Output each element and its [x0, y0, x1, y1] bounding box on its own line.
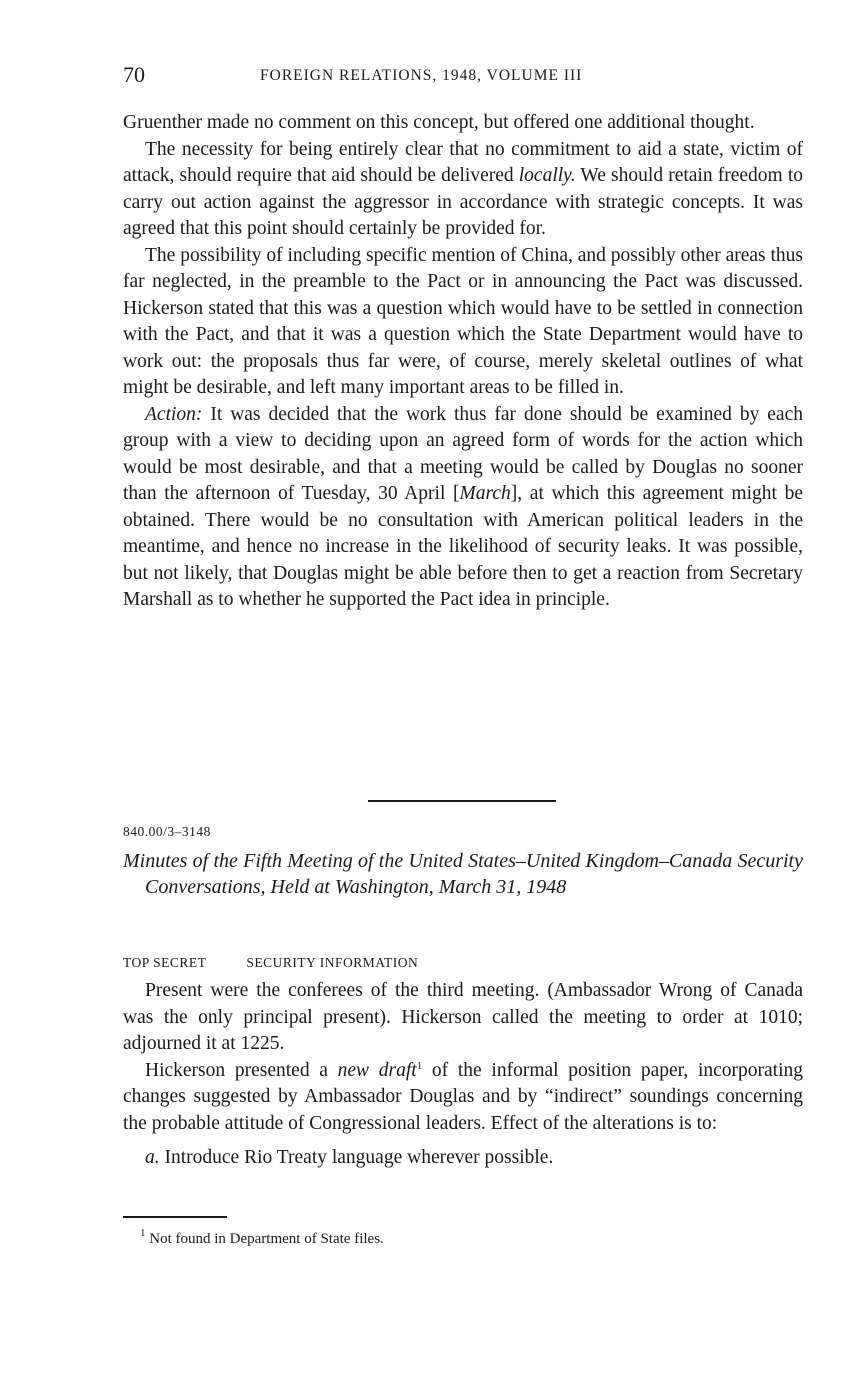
minutes-body: [123, 978, 803, 1172]
classification-top-secret: TOP SECRET: [123, 955, 207, 970]
section-divider: [368, 800, 556, 802]
running-head: FOREIGN RELATIONS, 1948, VOLUME III: [260, 67, 583, 84]
emphasis-text: new draft: [337, 1059, 417, 1081]
action-label: Action:: [145, 403, 203, 425]
paragraph-action: [123, 402, 803, 614]
file-number: 840.00/3–3148: [123, 824, 211, 839]
document-title: Minutes of the Fifth Meeting of the United States–United Kingdom–Canada Security Conversations, Held at Washington, March 31, 1948: [123, 850, 803, 898]
emphasis-text: March: [459, 483, 511, 504]
paragraph-text: It was decided that the work thus far done should be examined by each group with a view to deciding upon an agreed form of words for the action which would be most desirable, and that a meeting would be called by Douglas no sooner than the afternoon of Tuesday, 30 April [: [123, 403, 803, 504]
paragraph-text: Hickerson presented a: [145, 1059, 338, 1081]
footnote-marker: 1: [140, 1227, 146, 1239]
page-number: 70: [123, 62, 145, 87]
classification-security-info: SECURITY INFORMATION: [246, 955, 419, 970]
page-header: [123, 62, 803, 92]
footnote: [140, 1227, 384, 1248]
paragraph-text: We should retain freedom to carry out action against the aggressor in accordance with strategic concepts. It was agreed that this point should certainly be provided for.: [123, 165, 803, 239]
footnote-text: Not found in Department of State files.: [149, 1231, 384, 1247]
list-item-text: Introduce Rio Treaty language wherever possible.: [159, 1147, 554, 1168]
paragraph-present: Present were the conferees of the third meeting. (Ambassador Wrong of Canada was the only principal present). Hickerson called the meeting to order at 1010; adjourned it at 1225.: [123, 980, 803, 1054]
emphasis-text: locally.: [518, 165, 576, 186]
classification-line: [123, 955, 418, 971]
paragraph-text: The necessity for being entirely clear that no commitment to aid a state, victim of attack, should require that aid should be delivered: [123, 138, 803, 186]
footnote-divider: [123, 1216, 227, 1218]
paragraph-new-draft: [123, 1058, 803, 1138]
paragraph-text: of the informal position paper, incorporating changes suggested by Ambassador Douglas and by “indirect” soundings concerning the probable attitude of Congressional leaders. Effect of the alterations is to:: [123, 1059, 803, 1134]
paragraph-text: ], at which this agreement might be obtained. There would be no consultation with American political leaders in the meantime, and hence no increase in the likelihood of security leaks. It was possible, but not likely, that Douglas might be able before then to get a reaction from Secretary Marshall as to whether he supported the Pact idea in principle.: [123, 483, 803, 610]
list-marker: a.: [145, 1147, 160, 1168]
paragraph-aid-delivery: [123, 137, 803, 243]
footnote-reference: 1: [416, 1059, 423, 1072]
main-body: [123, 110, 803, 614]
paragraph-china: The possibility of including specific mention of China, and possibly other areas thus far neglected, in the preamble to the Pact or in announcing the Pact was discussed. Hickerson stated that this was a question which would have to be settled in connection with the Pact, and that it was a question which the State Department would have to work out: the proposals thus far were, of course, merely skeletal outlines of what might be desirable, and left many important areas to be filled in.: [123, 244, 804, 398]
list-item: [123, 1145, 803, 1172]
paragraph-continuation: Gruenther made no comment on this concept, but offered one additional thought.: [123, 112, 755, 133]
